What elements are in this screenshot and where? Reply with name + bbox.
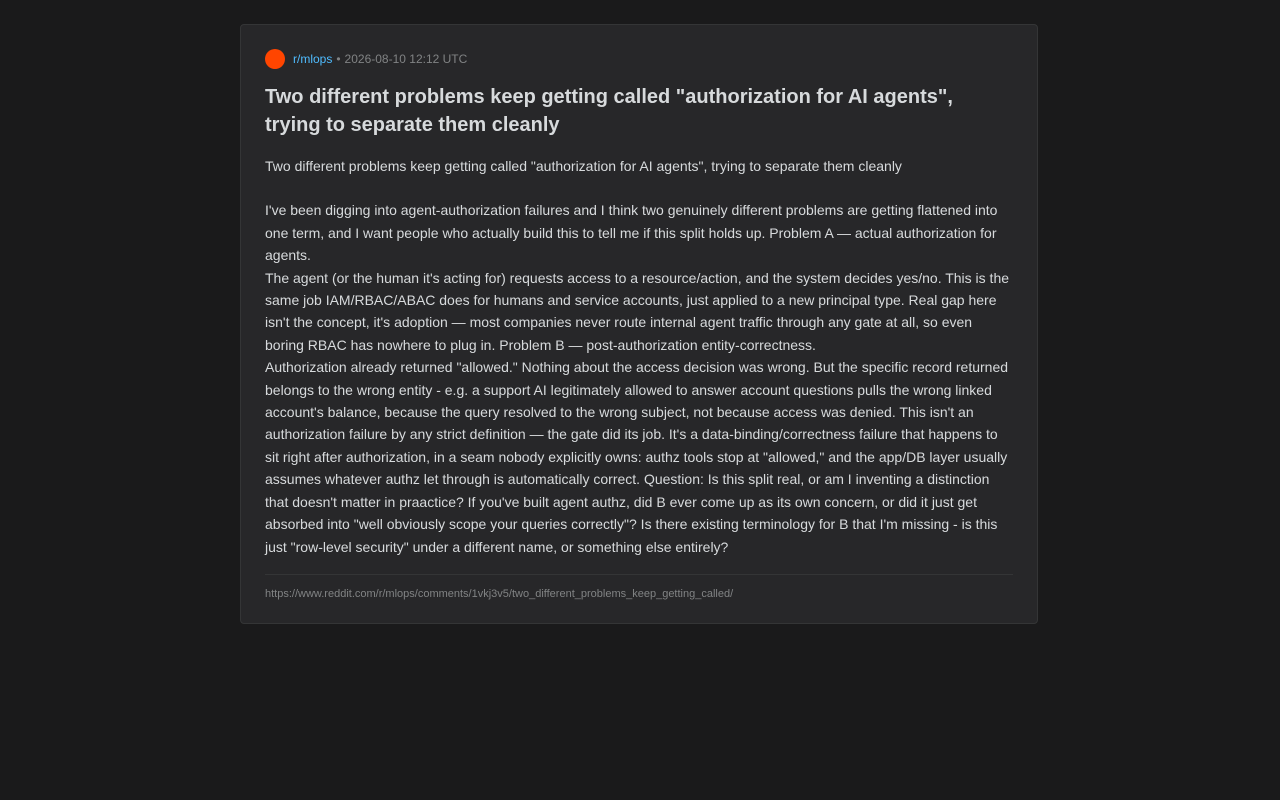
post-meta [265, 49, 1013, 69]
divider [265, 574, 1013, 575]
post-card [240, 24, 1038, 624]
post-body-paragraph: Authorization already returned "allowed." Nothing about the access decision was wrong. But the specific record returned belongs to the wrong entity - e.g. a support AI legitimately allowed to answer account questions pulls the wrong linked account's balance, because the query resolved to the wrong subject, not because access was denied. This isn't an authorization failure by any strict definition — the gate did its job. It's a data-binding/correctness failure that happens to sit right after authorization, in a seam nobody explicitly owns: authz tools stop at "allowed," and the app/DB layer usually assumes whatever authz let through is automatically correct. Question: Is this split real, or am I inventing a distinction that doesn't matter in praactice? If you've built agent authz, did B ever come up as its own concern, or did it just get absorbed into "well obviously scope your queries correctly"? Is there existing terminology for B that I'm missing - is this just "row-level security" under a different name, or something else entirely? [265, 359, 1009, 555]
post-body-paragraph: The agent (or the human it's acting for) requests access to a resource/action, and the system decides yes/no. This is the same job IAM/RBAC/ABAC does for humans and service accounts, just applied to a new principal type. Real gap here isn't the concept, it's adoption — most companies never route internal agent traffic through any gate at all, so even boring RBAC has nowhere to plug in. Problem B — post-authorization entity-correctness. [265, 269, 1010, 353]
meta-separator: • [336, 52, 341, 66]
post-body-paragraph: I've been digging into agent-authorization failures and I think two genuinely different problems are getting flattened into one term, and I want people who actually build this to tell me if this split holds up. Problem A — actual authorization for agents. [265, 202, 998, 264]
post-body-lead: Two different problems keep getting called "authorization for AI agents", trying to separate them cleanly [265, 158, 902, 174]
post-title[interactable]: Two different problems keep getting called "authorization for AI agents", trying to separate them cleanly [265, 86, 953, 136]
subreddit-link[interactable]: r/mlops [293, 52, 333, 66]
post-timestamp: 2026-08-10 12:12 UTC [344, 52, 468, 66]
subreddit-avatar-icon[interactable] [265, 49, 285, 69]
post-body [265, 155, 1013, 558]
post-url[interactable]: https://www.reddit.com/r/mlops/comments/1vkj3v5/two_different_problems_keep_getting_called/ [265, 587, 734, 600]
